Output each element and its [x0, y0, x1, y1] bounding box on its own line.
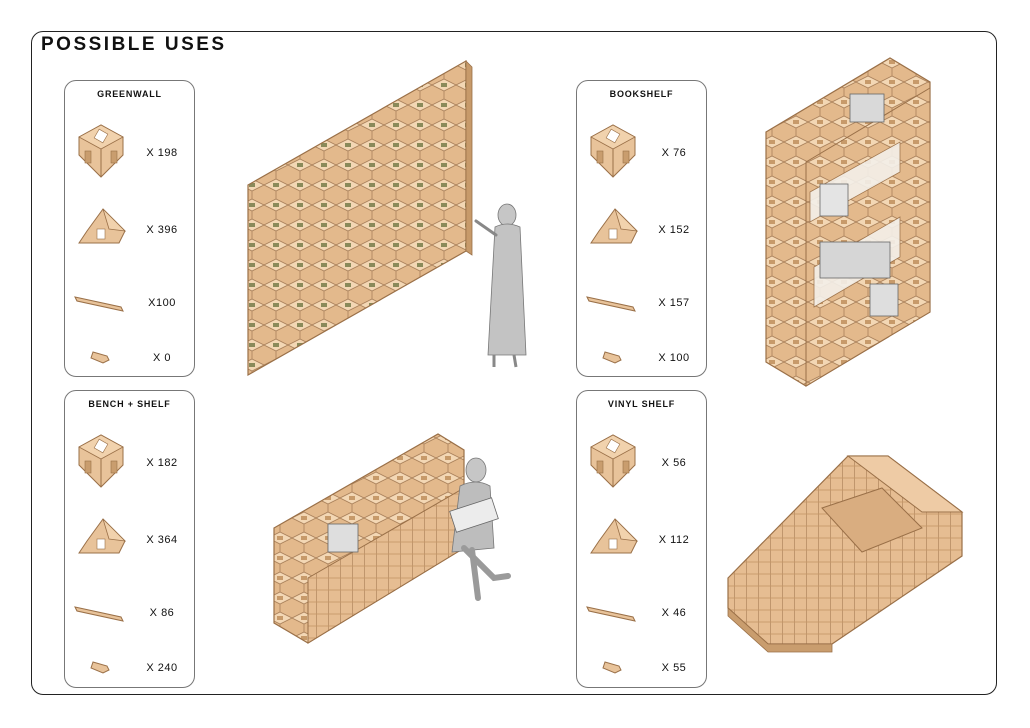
- bench-shelf-illustration: [268, 428, 518, 653]
- long-stick-icon: [583, 271, 643, 331]
- count-cross: X 198: [146, 147, 178, 159]
- long-stick-icon: [583, 581, 643, 641]
- card-bookshelf: [576, 80, 707, 377]
- count-stick: X 86: [149, 607, 175, 619]
- count-peg: X 100: [658, 352, 690, 364]
- small-peg-icon: [583, 326, 643, 386]
- cross-piece-icon: [71, 121, 131, 181]
- count-triangle: X 396: [146, 224, 178, 236]
- small-peg-icon: [583, 636, 643, 696]
- count-triangle: X 112: [658, 534, 690, 546]
- card-title: BOOKSHELF: [609, 89, 674, 99]
- count-peg: X 55: [661, 662, 687, 674]
- triangle-piece-icon: [71, 509, 131, 569]
- count-peg: X 240: [146, 662, 178, 674]
- person-figure-icon: [476, 204, 526, 367]
- count-peg: X 0: [152, 352, 171, 364]
- count-stick: X 157: [658, 297, 690, 309]
- greenwall-illustration: [240, 55, 570, 380]
- small-peg-icon: [71, 636, 131, 696]
- card-title: GREENWALL: [97, 89, 162, 99]
- count-stick: X 46: [661, 607, 687, 619]
- count-cross: X 76: [661, 147, 687, 159]
- count-cross: X 56: [661, 457, 687, 469]
- card-vinyl-shelf: [576, 390, 707, 688]
- card-bench-shelf: [64, 390, 195, 688]
- page-title: POSSIBLE USES: [41, 34, 227, 55]
- count-stick: X100: [148, 297, 176, 309]
- card-title: BENCH + SHELF: [88, 399, 171, 409]
- cross-piece-icon: [583, 121, 643, 181]
- cross-piece-icon: [583, 431, 643, 491]
- long-stick-icon: [71, 271, 131, 331]
- card-greenwall: [64, 80, 195, 377]
- triangle-piece-icon: [71, 199, 131, 259]
- triangle-piece-icon: [583, 509, 643, 569]
- count-triangle: X 152: [658, 224, 690, 236]
- small-peg-icon: [71, 326, 131, 386]
- card-title: VINYL SHELF: [607, 399, 676, 409]
- vinyl-shelf-illustration: [722, 448, 972, 653]
- triangle-piece-icon: [583, 199, 643, 259]
- cross-piece-icon: [71, 431, 131, 491]
- bookshelf-illustration: [760, 52, 950, 397]
- count-triangle: X 364: [146, 534, 178, 546]
- long-stick-icon: [71, 581, 131, 641]
- count-cross: X 182: [146, 457, 178, 469]
